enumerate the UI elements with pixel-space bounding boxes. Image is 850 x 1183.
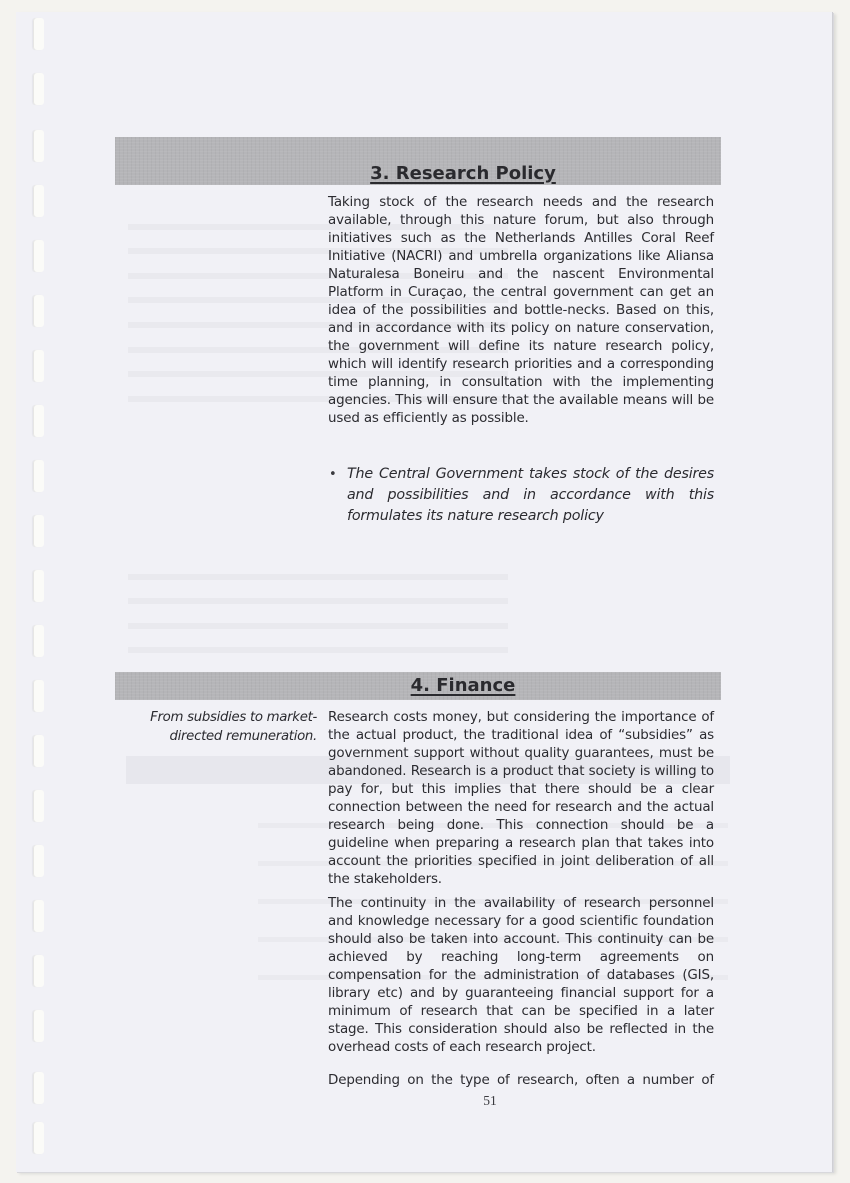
binding-hole — [33, 240, 44, 272]
section-title: 4. Finance — [410, 675, 516, 696]
binding-hole — [33, 625, 44, 657]
bullet-item — [329, 464, 714, 527]
page-number: 51 — [483, 1093, 497, 1108]
paragraph: Research costs money, but considering the importance of the actual product, the traditional idea of “subsidies” as government support without quality guarantees, must be abandoned. Research is a product that society is willing to pay for, but this implies that there should be a clear connection between the need for research and the actual research being done. This connection should be a guideline when preparing a research plan that takes into account the priorities specified in joint deliberation of all the stakeholders. — [328, 710, 714, 887]
section-header-band — [115, 672, 721, 700]
binding-hole — [33, 955, 44, 987]
section-body — [328, 895, 714, 1057]
section-body — [328, 1072, 714, 1090]
margin-note-line: directed remuneration. — [169, 728, 317, 744]
section-body — [328, 194, 714, 428]
binding-hole — [33, 130, 44, 162]
binding-holes — [33, 0, 49, 1183]
binding-hole — [33, 185, 44, 217]
binding-hole — [33, 73, 44, 105]
bullet-text: The Central Government takes stock of the desires and possibilities and in accordance with this formulates its nature research policy — [347, 466, 714, 524]
binding-hole — [33, 295, 44, 327]
section-header-band — [115, 137, 721, 185]
binding-hole — [33, 845, 44, 877]
margin-note-line: From subsidies to market- — [150, 710, 317, 725]
binding-hole — [33, 460, 44, 492]
binding-hole — [33, 570, 44, 602]
binding-hole — [33, 680, 44, 712]
section-body — [328, 709, 714, 889]
binding-hole — [33, 1122, 44, 1154]
binding-hole — [33, 405, 44, 437]
binding-hole — [33, 1072, 44, 1104]
binding-hole — [33, 790, 44, 822]
paragraph: The continuity in the availability of research personnel and knowledge necessary for a good scientific foundation should also be taken into account. This continuity can be achieved by reaching long-term agreements on compensation for the administration of databases (GIS, library etc) and by guaranteeing financial support for a minimum of research that can be specified in a later stage. This consideration should also be reflected in the overhead costs of each research project. — [328, 896, 714, 1055]
binding-hole — [33, 735, 44, 767]
binding-hole — [33, 900, 44, 932]
paragraph: Taking stock of the research needs and the research available, through this nature forum, but also through initiatives such as the Netherlands Antilles Coral Reef Initiative (NACRI) and umbrella organizations like Aliansa Naturalesa Boneiru and the nascent Environmental Platform in Curaçao, the central government can get an idea of the possibilities and bottle-necks. Based on this, and in accordance with its policy on nature conservation, the government will define its nature research policy, which will identify research priorities and a corresponding time planning, in consultation with the implementing agencies. This will ensure that the available means will be used as efficiently as possible. — [328, 195, 714, 426]
margin-note — [120, 709, 317, 746]
binding-hole — [33, 1010, 44, 1042]
bullet-icon: • — [329, 467, 337, 482]
section-title: 3. Research Policy — [370, 163, 556, 184]
binding-hole — [33, 515, 44, 547]
paragraph: Depending on the type of research, often a number of — [328, 1073, 714, 1088]
binding-hole — [33, 350, 44, 382]
binding-hole — [33, 18, 44, 50]
